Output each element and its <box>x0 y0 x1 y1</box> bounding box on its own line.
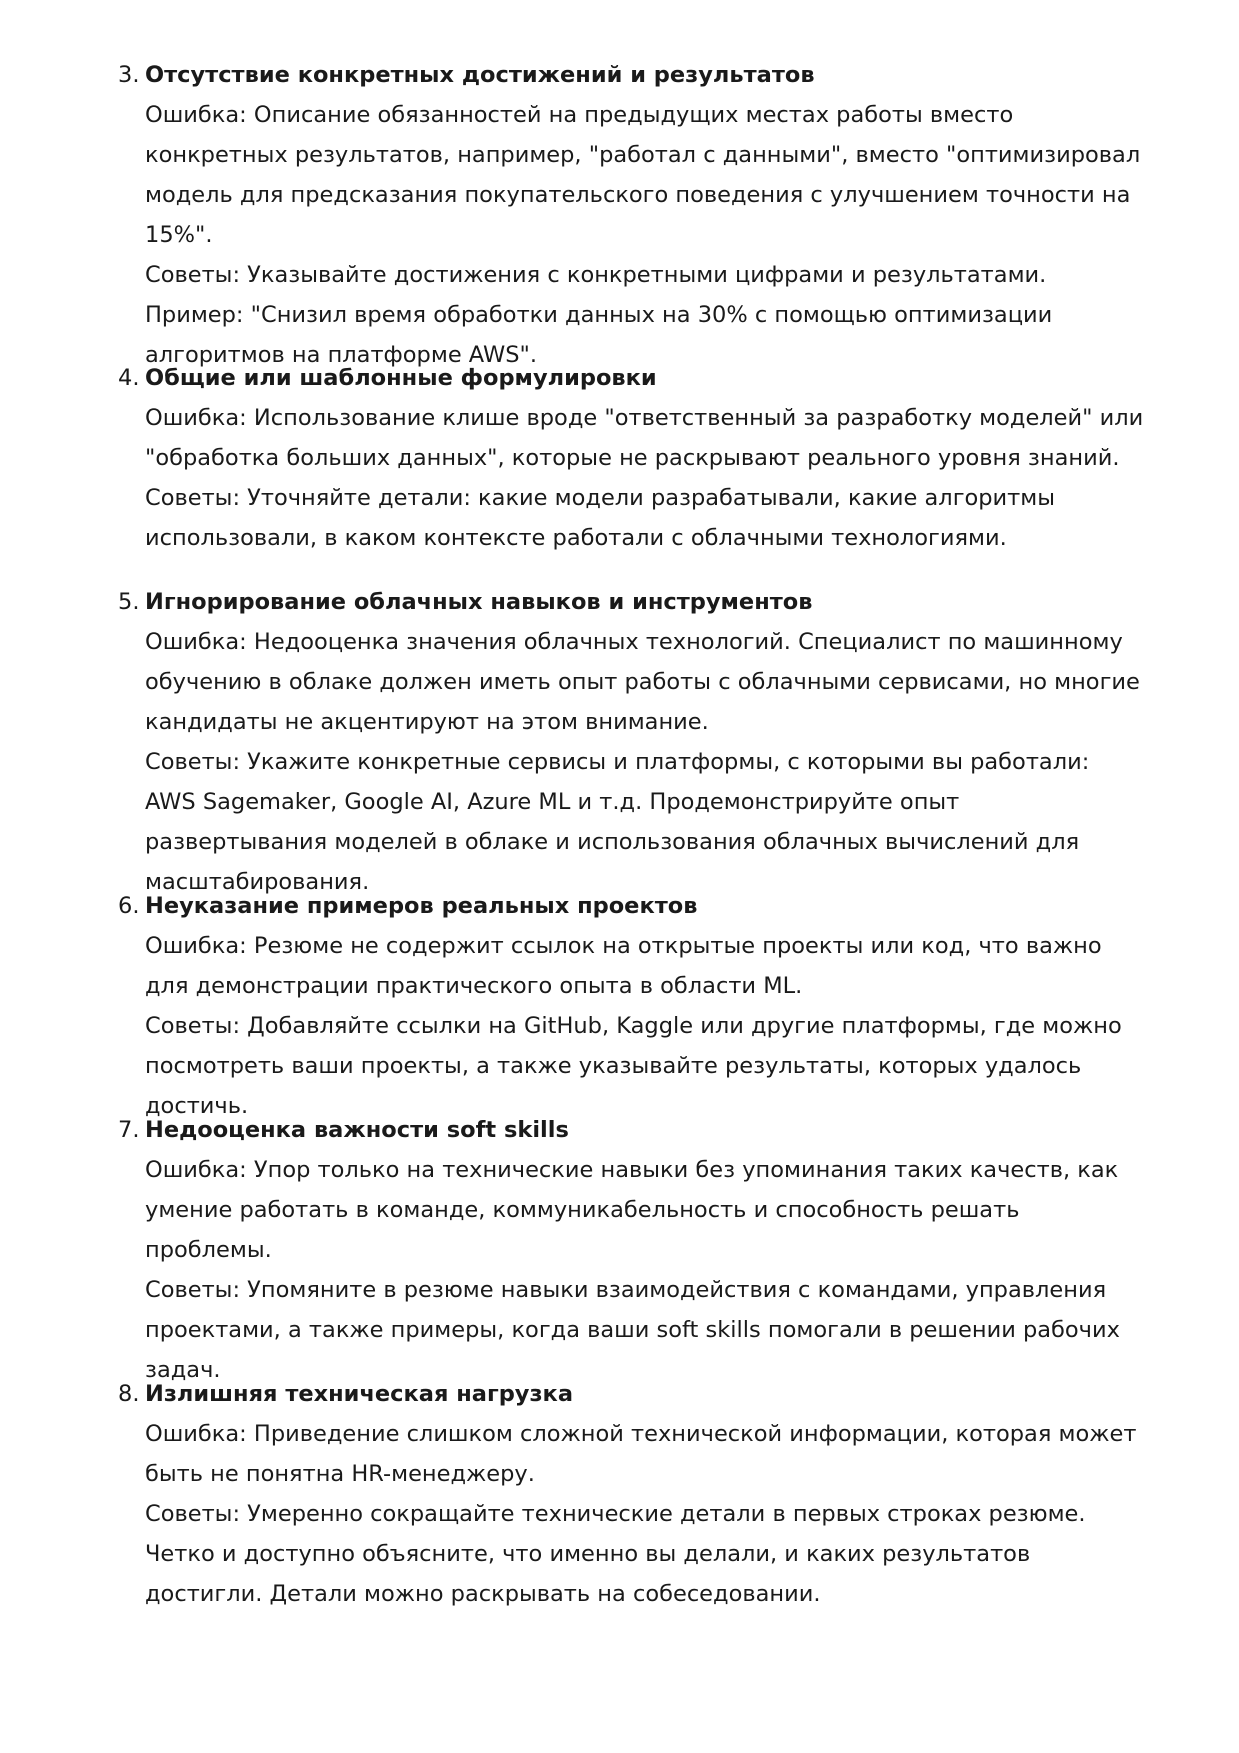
item-error: Ошибка: Описание обязанностей на предыдущих местах работы вместо конкретных результатов, например, "работал с данными", вместо "оптимизировал модель для предсказания покупательского поведения с улучшением точности на 15%". <box>145 102 1141 248</box>
item-body <box>145 1374 1145 1614</box>
item-body <box>145 55 1145 375</box>
item-advice: Советы: Добавляйте ссылки на GitHub, Kaggle или другие платформы, где можно посмотреть ваши проекты, а также указывайте результаты, которых удалось достичь. <box>145 1013 1122 1119</box>
item-title: Неуказание примеров реальных проектов <box>145 893 698 919</box>
item-error: Ошибка: Резюме не содержит ссылок на открытые проекты или код, что важно для демонстрации практического опыта в области ML. <box>145 933 1102 999</box>
item-advice: Советы: Упомяните в резюме навыки взаимодействия с командами, управления проектами, а также примеры, когда ваши soft skills помогали в решении рабочих задач. <box>145 1277 1120 1383</box>
item-body <box>145 1110 1145 1390</box>
item-advice: Советы: Указывайте достижения с конкретными цифрами и результатами. Пример: "Снизил время обработки данных на 30% с помощью оптимизации алгоритмов на платформе AWS". <box>145 262 1053 368</box>
item-number: 4. <box>118 365 140 391</box>
item-title: Игнорирование облачных навыков и инструментов <box>145 589 813 615</box>
item-error: Ошибка: Недооценка значения облачных технологий. Специалист по машинному обучению в облаке должен иметь опыт работы с облачными сервисами, но многие кандидаты не акцентируют на этом внимание. <box>145 629 1140 735</box>
item-advice: Советы: Умеренно сокращайте технические детали в первых строках резюме. Четко и доступно объясните, что именно вы делали, и каких результатов достигли. Детали можно раскрывать на собеседовании. <box>145 1501 1086 1607</box>
item-title: Недооценка важности soft skills <box>145 1117 569 1143</box>
item-body <box>145 358 1145 558</box>
item-error: Ошибка: Упор только на технические навыки без упоминания таких качеств, как умение работать в команде, коммуникабельность и способность решать проблемы. <box>145 1157 1119 1263</box>
item-advice: Советы: Укажите конкретные сервисы и платформы, с которыми вы работали: AWS Sagemaker, Google AI, Azure ML и т.д. Продемонстрируйте опыт развертывания моделей в облаке и использования облачных вычислений для масштабирования. <box>145 749 1090 895</box>
item-error: Ошибка: Приведение слишком сложной технической информации, которая может быть не понятна HR-менеджеру. <box>145 1421 1137 1487</box>
item-title: Излишняя техническая нагрузка <box>145 1381 574 1407</box>
item-number: 7. <box>118 1117 140 1143</box>
item-number: 3. <box>118 62 140 88</box>
item-title: Отсутствие конкретных достижений и результатов <box>145 62 815 88</box>
item-error: Ошибка: Использование клише вроде "ответственный за разработку моделей" или "обработка больших данных", которые не раскрывают реального уровня знаний. <box>145 405 1144 471</box>
item-advice: Советы: Уточняйте детали: какие модели разрабатывали, какие алгоритмы использовали, в каком контексте работали с облачными технологиями. <box>145 485 1056 551</box>
item-number: 6. <box>118 893 140 919</box>
item-number: 8. <box>118 1381 140 1407</box>
item-title: Общие или шаблонные формулировки <box>145 365 657 391</box>
item-number: 5. <box>118 589 140 615</box>
item-body <box>145 582 1145 902</box>
item-body <box>145 886 1145 1126</box>
